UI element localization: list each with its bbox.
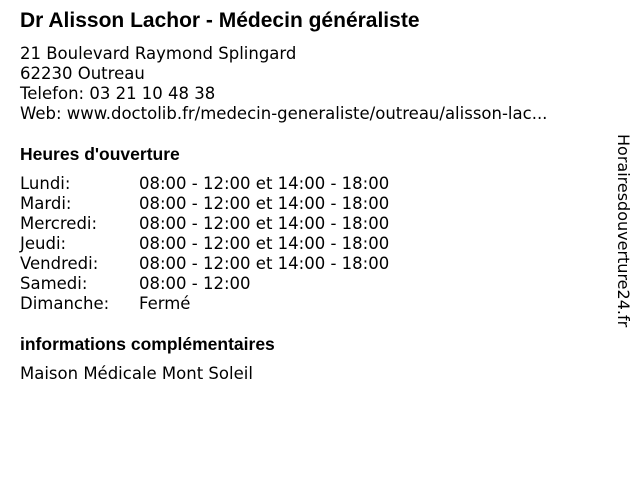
additional-info-heading: informations complémentaires <box>20 334 275 354</box>
address-city: 62230 Outreau <box>20 64 145 83</box>
hours-value: Fermé <box>139 294 191 313</box>
hours-value: 08:00 - 12:00 <box>139 274 251 293</box>
phone-number: Telefon: 03 21 10 48 38 <box>20 84 216 103</box>
hours-value: 08:00 - 12:00 et 14:00 - 18:00 <box>139 194 390 213</box>
day-label: Mardi: <box>20 194 72 213</box>
additional-info-text: Maison Médicale Mont Soleil <box>20 364 253 383</box>
day-label: Samedi: <box>20 274 88 293</box>
day-label: Dimanche: <box>20 294 110 313</box>
hours-value: 08:00 - 12:00 et 14:00 - 18:00 <box>139 214 390 233</box>
day-label: Mercredi: <box>20 214 98 233</box>
hours-value: 08:00 - 12:00 et 14:00 - 18:00 <box>139 234 390 253</box>
site-brand-vertical[interactable]: Horairesdouverture24.fr <box>614 134 633 328</box>
address-street: 21 Boulevard Raymond Splingard <box>20 44 297 63</box>
hours-value: 08:00 - 12:00 et 14:00 - 18:00 <box>139 254 390 273</box>
website-link[interactable]: Web: www.doctolib.fr/medecin-generaliste/outreau/alisson-lac... <box>20 104 548 123</box>
day-label: Lundi: <box>20 174 71 193</box>
day-label: Jeudi: <box>20 234 67 253</box>
opening-hours-heading: Heures d'ouverture <box>20 144 180 164</box>
page-title: Dr Alisson Lachor - Médecin généraliste <box>20 9 420 32</box>
day-label: Vendredi: <box>20 254 99 273</box>
hours-value: 08:00 - 12:00 et 14:00 - 18:00 <box>139 174 390 193</box>
